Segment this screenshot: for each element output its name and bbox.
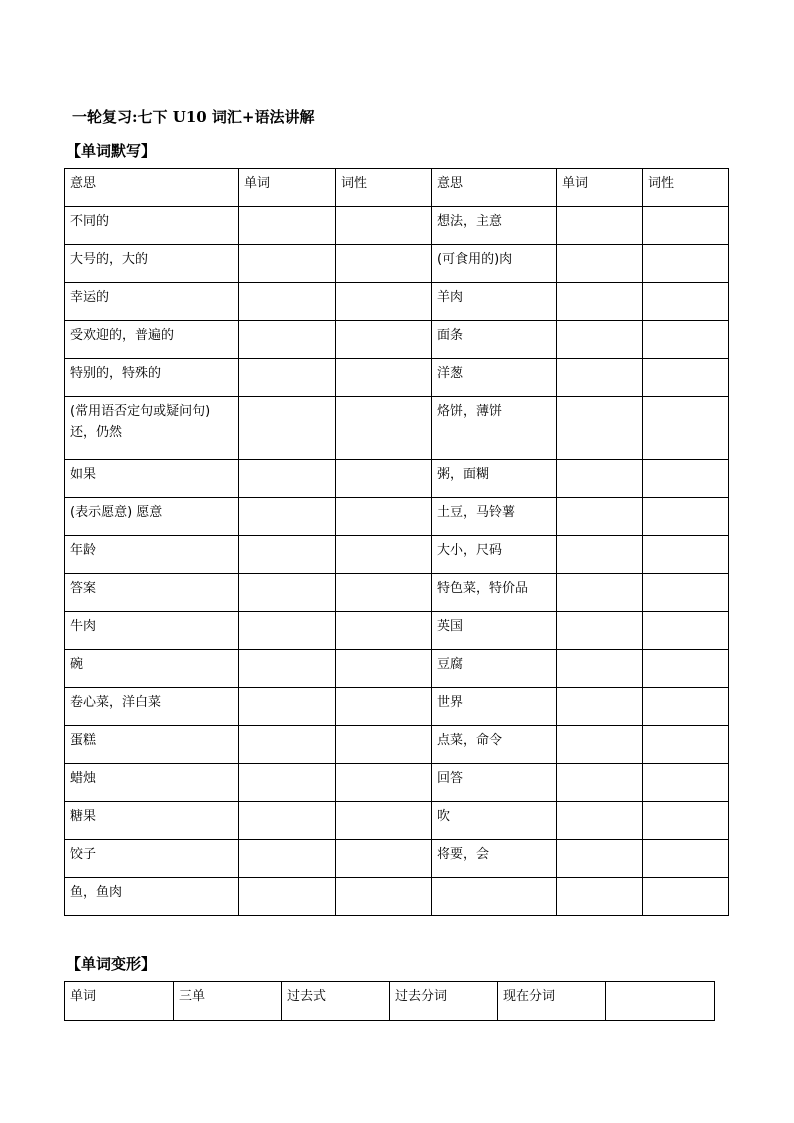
word-answer-cell[interactable] (239, 612, 336, 650)
meaning-cell: (常用语否定句或疑问句)还，仍然 (65, 397, 239, 460)
word-answer-cell[interactable] (239, 460, 336, 498)
word-answer-cell[interactable] (557, 650, 643, 688)
header-cell: 单词 (65, 982, 174, 1021)
header-cell: 过去分词 (390, 982, 498, 1021)
pos-answer-cell[interactable] (643, 612, 729, 650)
meaning-cell: (可食用的)肉 (432, 245, 557, 283)
table-row (65, 359, 729, 397)
meaning-cell: 大小，尺码 (432, 536, 557, 574)
header-cell (606, 982, 715, 1021)
pos-answer-cell[interactable] (336, 207, 432, 245)
word-answer-cell[interactable] (557, 460, 643, 498)
pos-answer-cell[interactable] (643, 840, 729, 878)
table-row (65, 321, 729, 359)
word-answer-cell[interactable] (239, 359, 336, 397)
word-answer-cell[interactable] (239, 574, 336, 612)
meaning-cell: 豆腐 (432, 650, 557, 688)
table-row (65, 802, 729, 840)
word-answer-cell[interactable] (557, 764, 643, 802)
word-answer-cell[interactable] (239, 321, 336, 359)
pos-answer-cell[interactable] (643, 460, 729, 498)
section-heading-dictation: 【单词默写】 (66, 142, 157, 160)
pos-answer-cell[interactable] (643, 498, 729, 536)
word-answer-cell[interactable] (557, 245, 643, 283)
pos-answer-cell[interactable] (336, 726, 432, 764)
pos-answer-cell[interactable] (643, 726, 729, 764)
word-forms-table (64, 981, 715, 1021)
word-answer-cell[interactable] (557, 878, 643, 916)
table-row (65, 764, 729, 802)
meaning-cell: 特色菜，特价品 (432, 574, 557, 612)
pos-answer-cell[interactable] (643, 650, 729, 688)
pos-answer-cell[interactable] (336, 397, 432, 460)
meaning-cell: 将要，会 (432, 840, 557, 878)
word-answer-cell[interactable] (557, 536, 643, 574)
table-row (65, 574, 729, 612)
word-answer-cell[interactable] (557, 359, 643, 397)
pos-answer-cell[interactable] (336, 536, 432, 574)
meaning-cell: 如果 (65, 460, 239, 498)
pos-answer-cell[interactable] (336, 840, 432, 878)
meaning-cell: 卷心菜，洋白菜 (65, 688, 239, 726)
word-answer-cell[interactable] (557, 207, 643, 245)
meaning-cell: 点菜，命令 (432, 726, 557, 764)
pos-answer-cell[interactable] (336, 764, 432, 802)
pos-answer-cell[interactable] (336, 574, 432, 612)
header-cell: 现在分词 (498, 982, 606, 1021)
pos-answer-cell[interactable] (643, 321, 729, 359)
meaning-cell: 年龄 (65, 536, 239, 574)
table-header-row (65, 169, 729, 207)
pos-answer-cell[interactable] (336, 688, 432, 726)
word-answer-cell[interactable] (239, 726, 336, 764)
word-answer-cell[interactable] (557, 574, 643, 612)
word-answer-cell[interactable] (239, 536, 336, 574)
word-answer-cell[interactable] (239, 283, 336, 321)
pos-answer-cell[interactable] (336, 612, 432, 650)
pos-answer-cell[interactable] (643, 878, 729, 916)
header-cell: 词性 (643, 169, 729, 207)
meaning-cell: 碗 (65, 650, 239, 688)
meaning-cell: 土豆，马铃薯 (432, 498, 557, 536)
meaning-cell: 烙饼，薄饼 (432, 397, 557, 460)
header-cell: 单词 (557, 169, 643, 207)
pos-answer-cell[interactable] (643, 574, 729, 612)
meaning-cell: 吹 (432, 802, 557, 840)
pos-answer-cell[interactable] (643, 764, 729, 802)
header-cell: 意思 (65, 169, 239, 207)
word-answer-cell[interactable] (557, 498, 643, 536)
meaning-cell: 英国 (432, 612, 557, 650)
meaning-cell: 洋葱 (432, 359, 557, 397)
table-row (65, 840, 729, 878)
header-cell: 意思 (432, 169, 557, 207)
meaning-cell: 受欢迎的，普遍的 (65, 321, 239, 359)
meaning-cell: 答案 (65, 574, 239, 612)
pos-answer-cell[interactable] (336, 321, 432, 359)
word-answer-cell[interactable] (557, 802, 643, 840)
table-row (65, 612, 729, 650)
word-answer-cell[interactable] (557, 688, 643, 726)
table-row (65, 726, 729, 764)
pos-answer-cell[interactable] (336, 650, 432, 688)
word-answer-cell[interactable] (239, 650, 336, 688)
pos-answer-cell[interactable] (643, 536, 729, 574)
word-answer-cell[interactable] (239, 498, 336, 536)
table-row (65, 688, 729, 726)
meaning-cell: 羊肉 (432, 283, 557, 321)
meaning-cell: 牛肉 (65, 612, 239, 650)
word-answer-cell[interactable] (239, 245, 336, 283)
meaning-cell: 大号的，大的 (65, 245, 239, 283)
table-row (65, 245, 729, 283)
word-answer-cell[interactable] (557, 726, 643, 764)
pos-answer-cell[interactable] (336, 245, 432, 283)
header-cell: 词性 (336, 169, 432, 207)
pos-answer-cell[interactable] (643, 283, 729, 321)
word-answer-cell[interactable] (239, 688, 336, 726)
word-answer-cell[interactable] (239, 840, 336, 878)
document-title: 一轮复习:七下 U10 词汇+语法讲解 (72, 108, 315, 126)
pos-answer-cell[interactable] (336, 802, 432, 840)
meaning-cell: 回答 (432, 764, 557, 802)
pos-answer-cell[interactable] (336, 878, 432, 916)
meaning-cell (432, 878, 557, 916)
meaning-cell: 蜡烛 (65, 764, 239, 802)
word-answer-cell[interactable] (557, 397, 643, 460)
word-answer-cell[interactable] (557, 840, 643, 878)
meaning-cell: 幸运的 (65, 283, 239, 321)
pos-answer-cell[interactable] (643, 207, 729, 245)
table-row (65, 536, 729, 574)
pos-answer-cell[interactable] (643, 359, 729, 397)
table-row (65, 283, 729, 321)
meaning-cell: 特别的，特殊的 (65, 359, 239, 397)
table-row (65, 207, 729, 245)
meaning-cell: 不同的 (65, 207, 239, 245)
meaning-cell: 蛋糕 (65, 726, 239, 764)
meaning-cell: 世界 (432, 688, 557, 726)
table-row (65, 498, 729, 536)
pos-answer-cell[interactable] (643, 245, 729, 283)
header-cell: 单词 (239, 169, 336, 207)
word-answer-cell[interactable] (557, 283, 643, 321)
word-answer-cell[interactable] (557, 612, 643, 650)
meaning-cell: 面条 (432, 321, 557, 359)
pos-answer-cell[interactable] (643, 802, 729, 840)
word-answer-cell[interactable] (239, 397, 336, 460)
table-header-row (65, 982, 715, 1021)
pos-answer-cell[interactable] (336, 460, 432, 498)
meaning-cell: 鱼，鱼肉 (65, 878, 239, 916)
pos-answer-cell[interactable] (336, 283, 432, 321)
meaning-cell: 粥，面糊 (432, 460, 557, 498)
table-row (65, 878, 729, 916)
meaning-cell: 饺子 (65, 840, 239, 878)
meaning-cell: 糖果 (65, 802, 239, 840)
pos-answer-cell[interactable] (643, 397, 729, 460)
meaning-cell: (表示愿意) 愿意 (65, 498, 239, 536)
section-heading-word-forms: 【单词变形】 (66, 955, 157, 973)
pos-answer-cell[interactable] (336, 498, 432, 536)
word-answer-cell[interactable] (239, 878, 336, 916)
pos-answer-cell[interactable] (336, 359, 432, 397)
word-answer-cell[interactable] (239, 764, 336, 802)
table-row (65, 397, 729, 460)
pos-answer-cell[interactable] (643, 688, 729, 726)
word-answer-cell[interactable] (239, 207, 336, 245)
table-row (65, 650, 729, 688)
word-answer-cell[interactable] (239, 802, 336, 840)
header-cell: 过去式 (282, 982, 390, 1021)
header-cell: 三单 (174, 982, 282, 1021)
table-row (65, 460, 729, 498)
word-answer-cell[interactable] (557, 321, 643, 359)
meaning-cell: 想法，主意 (432, 207, 557, 245)
vocab-dictation-table (64, 168, 729, 916)
